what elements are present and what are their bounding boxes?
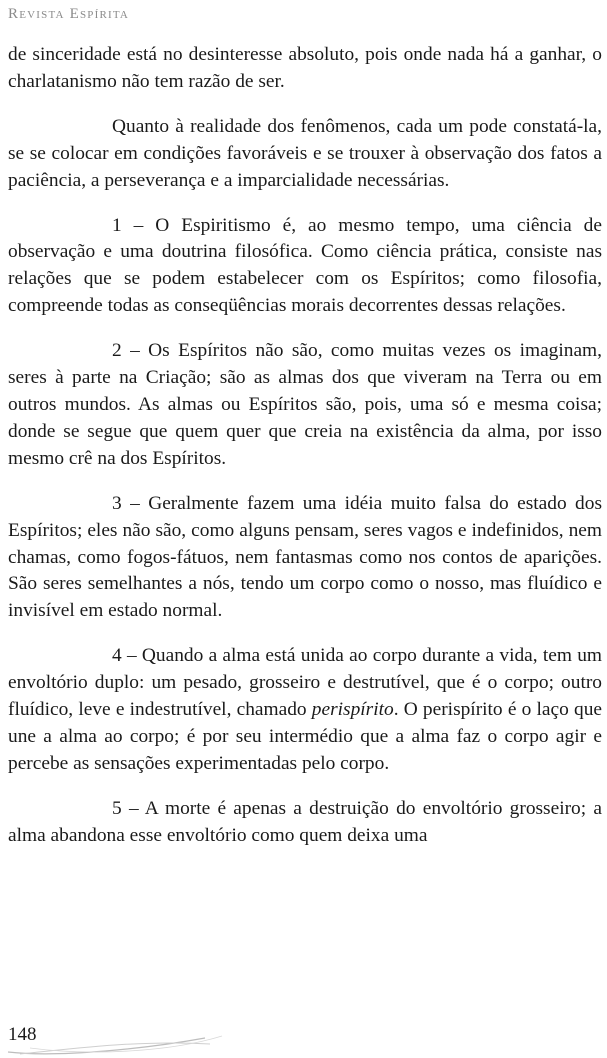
paragraph-item-1 bbox=[8, 213, 602, 321]
paragraph-text: de sinceridade está no desinteresse absoluto, pois onde nada há a ganhar, o charlatanismo não tem razão de ser. bbox=[8, 44, 602, 92]
running-header: Revista Espírita bbox=[8, 6, 130, 22]
paragraph-item-5 bbox=[8, 796, 602, 850]
paragraph-text: . O perispírito é o laço que une a alma ao corpo; é por seu intermédio que a alma faz o corpo agir e percebe as sensações experimentadas pelo corpo. bbox=[8, 699, 602, 774]
paragraph-item-2 bbox=[8, 338, 602, 473]
italic-term: perispírito bbox=[311, 699, 394, 721]
page-number: 148 bbox=[8, 1024, 37, 1045]
paragraph-item-4 bbox=[8, 643, 602, 778]
paragraph-text: 4 – Quando a alma está unida ao corpo durante a vida, tem um envoltório duplo: um pesado, grosseiro e destrutível, que é o corpo; outro fluídico, leve e indestrutível, chamado bbox=[8, 645, 602, 721]
paragraph-continuation bbox=[8, 42, 602, 96]
page-body bbox=[8, 42, 602, 850]
paragraph-item-3 bbox=[8, 491, 602, 626]
paragraph-text: 3 – Geralmente fazem uma idéia muito falsa do estado dos Espíritos; eles não são, como alguns pensam, seres vagos e indefinidos, nem chamas, como fogos-fátuos, nem fantasmas como nos contos de aparições. São seres semelhantes a nós, tendo um corpo como o nosso, mas fluídico e invisível em estado normal. bbox=[8, 492, 602, 622]
paragraph-fenomenos bbox=[8, 114, 602, 195]
paragraph-text: 5 – A morte é apenas a destruição do envoltório grosseiro; a alma abandona esse envoltório como quem deixa uma bbox=[8, 797, 602, 846]
paragraph-text: 1 – O Espiritismo é, ao mesmo tempo, uma ciência de observação e uma doutrina filosófica. Como ciência prática, consiste nas relações que se podem estabelecer com os Espíritos; como filosofia, compreende todas as conseqüências morais decorrentes dessas relações. bbox=[8, 214, 602, 317]
page-footer bbox=[0, 1018, 607, 1058]
paragraph-text: Quanto à realidade dos fenômenos, cada um pode constatá-la, se se colocar em condições favoráveis e se trouxer à observação dos fatos a paciência, a perseverança e a imparcialidade necessárias. bbox=[8, 115, 602, 191]
paragraph-text: 2 – Os Espíritos não são, como muitas vezes os imaginam, seres à parte na Criação; são as almas dos que viveram na Terra ou em outros mundos. As almas ou Espíritos são, pois, uma só e mesma coisa; donde se segue que quem quer que creia na existência da alma, por isso mesmo crê na dos Espíritos. bbox=[8, 340, 602, 469]
